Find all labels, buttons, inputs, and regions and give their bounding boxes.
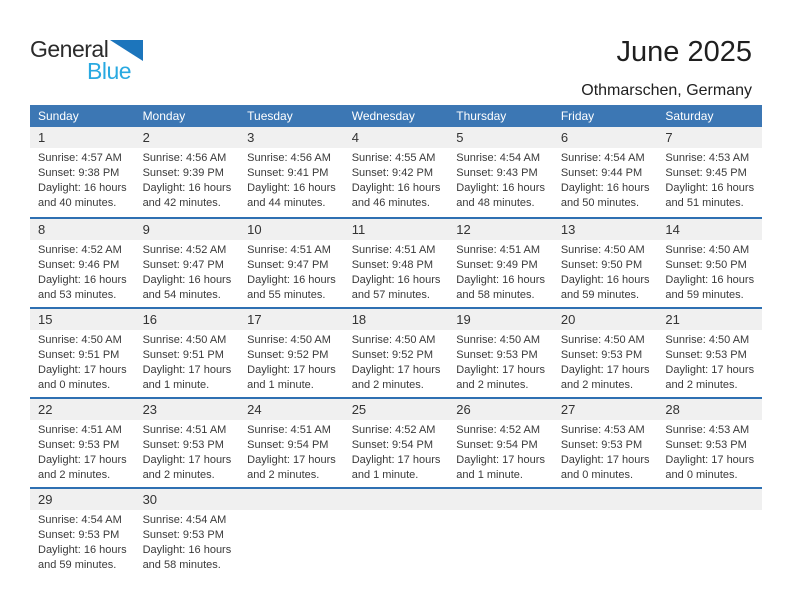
day-cell bbox=[448, 399, 553, 487]
day-cell bbox=[239, 309, 344, 397]
daylight-text-line2: and 59 minutes. bbox=[38, 559, 117, 571]
day-number bbox=[553, 489, 658, 510]
day-details bbox=[553, 148, 658, 211]
day-number: 4 bbox=[344, 127, 449, 148]
day-number: 26 bbox=[448, 399, 553, 420]
daylight-text-line1: Daylight: 16 hours bbox=[38, 182, 127, 194]
day-details bbox=[135, 330, 240, 393]
day-details bbox=[657, 330, 762, 393]
sunrise-text: Sunrise: 4:52 AM bbox=[351, 424, 436, 436]
day-details bbox=[344, 420, 449, 483]
daylight-text-line1: Daylight: 16 hours bbox=[351, 274, 441, 286]
sunset-text: Sunset: 9:53 PM bbox=[665, 439, 747, 451]
daylight-text-line1: Daylight: 17 hours bbox=[665, 454, 755, 466]
logo-text-general: General bbox=[30, 36, 109, 62]
daylight-text-line2: and 53 minutes. bbox=[38, 289, 117, 301]
daylight-text-line2: and 1 minute. bbox=[247, 379, 314, 391]
sunset-text: Sunset: 9:47 PM bbox=[142, 259, 224, 271]
daylight-text-line2: and 55 minutes. bbox=[247, 289, 326, 301]
day-cell bbox=[344, 219, 449, 307]
daylight-text-line2: and 44 minutes. bbox=[247, 197, 326, 209]
sunset-text: Sunset: 9:54 PM bbox=[247, 439, 329, 451]
day-number bbox=[657, 489, 762, 510]
day-cell bbox=[657, 219, 762, 307]
day-cell bbox=[30, 127, 135, 217]
day-cell bbox=[553, 309, 658, 397]
sunset-text: Sunset: 9:42 PM bbox=[351, 167, 434, 179]
day-number: 6 bbox=[553, 127, 658, 148]
day-details bbox=[239, 420, 344, 483]
sunrise-text: Sunrise: 4:53 AM bbox=[560, 424, 645, 436]
day-cell bbox=[239, 219, 344, 307]
sunrise-text: Sunrise: 4:50 AM bbox=[247, 334, 331, 346]
day-number: 20 bbox=[553, 309, 658, 330]
day-details bbox=[135, 240, 240, 303]
daylight-text-line2: and 0 minutes. bbox=[560, 469, 633, 481]
day-number: 27 bbox=[553, 399, 658, 420]
day-cell bbox=[239, 399, 344, 487]
sunrise-text: Sunrise: 4:52 AM bbox=[456, 424, 541, 436]
week-row bbox=[30, 397, 762, 487]
sunrise-text: Sunrise: 4:54 AM bbox=[142, 514, 227, 526]
day-number: 16 bbox=[135, 309, 240, 330]
day-cell bbox=[657, 309, 762, 397]
day-details bbox=[30, 148, 135, 211]
day-details bbox=[448, 148, 553, 211]
sunrise-text: Sunrise: 4:50 AM bbox=[560, 334, 645, 346]
daylight-text-line2: and 48 minutes. bbox=[456, 197, 535, 209]
daylight-text-line2: and 0 minutes. bbox=[38, 379, 111, 391]
day-cell bbox=[448, 127, 553, 217]
day-number: 23 bbox=[135, 399, 240, 420]
day-details bbox=[344, 240, 449, 303]
daylight-text-line2: and 1 minute. bbox=[142, 379, 210, 391]
day-cell bbox=[553, 399, 658, 487]
day-number: 5 bbox=[448, 127, 553, 148]
day-details bbox=[657, 148, 762, 211]
day-number: 12 bbox=[448, 219, 553, 240]
day-details bbox=[344, 330, 449, 393]
sunset-text: Sunset: 9:49 PM bbox=[456, 259, 538, 271]
sunrise-text: Sunrise: 4:56 AM bbox=[247, 152, 331, 164]
day-details bbox=[30, 240, 135, 303]
sunrise-text: Sunrise: 4:50 AM bbox=[351, 334, 436, 346]
sunrise-text: Sunrise: 4:53 AM bbox=[665, 152, 750, 164]
sunset-text: Sunset: 9:43 PM bbox=[456, 167, 538, 179]
sunset-text: Sunset: 9:52 PM bbox=[351, 349, 434, 361]
sunrise-text: Sunrise: 4:51 AM bbox=[247, 244, 331, 256]
daylight-text-line2: and 2 minutes. bbox=[665, 379, 738, 391]
week-row bbox=[30, 217, 762, 307]
day-number: 11 bbox=[344, 219, 449, 240]
daylight-text-line2: and 58 minutes. bbox=[456, 289, 535, 301]
daylight-text-line2: and 2 minutes. bbox=[351, 379, 424, 391]
daylight-text-line2: and 54 minutes. bbox=[142, 289, 221, 301]
daylight-text-line2: and 42 minutes. bbox=[142, 197, 221, 209]
sunrise-text: Sunrise: 4:54 AM bbox=[38, 514, 122, 526]
day-number: 18 bbox=[344, 309, 449, 330]
daylight-text-line2: and 51 minutes. bbox=[665, 197, 744, 209]
daylight-text-line2: and 2 minutes. bbox=[38, 469, 111, 481]
day-number: 30 bbox=[135, 489, 240, 510]
day-cell bbox=[448, 219, 553, 307]
day-cell bbox=[553, 219, 658, 307]
empty-day-cell bbox=[553, 489, 658, 577]
day-details bbox=[30, 510, 135, 573]
day-number: 28 bbox=[657, 399, 762, 420]
day-number: 19 bbox=[448, 309, 553, 330]
day-details bbox=[657, 240, 762, 303]
day-cell bbox=[135, 309, 240, 397]
sunset-text: Sunset: 9:53 PM bbox=[456, 349, 538, 361]
location-subtitle: Othmarschen, Germany bbox=[581, 82, 752, 99]
day-number: 13 bbox=[553, 219, 658, 240]
sunset-text: Sunset: 9:51 PM bbox=[38, 349, 120, 361]
weekday-header-cell: Friday bbox=[560, 109, 595, 123]
day-cell bbox=[344, 127, 449, 217]
day-cell bbox=[448, 309, 553, 397]
day-details bbox=[30, 420, 135, 483]
empty-day-cell bbox=[239, 489, 344, 577]
day-cell bbox=[239, 127, 344, 217]
day-details bbox=[657, 420, 762, 483]
week-row bbox=[30, 127, 762, 217]
sunset-text: Sunset: 9:38 PM bbox=[38, 167, 120, 179]
sunset-text: Sunset: 9:52 PM bbox=[247, 349, 329, 361]
day-details bbox=[553, 420, 658, 483]
daylight-text-line2: and 40 minutes. bbox=[38, 197, 117, 209]
day-cell bbox=[135, 399, 240, 487]
day-cell bbox=[30, 489, 135, 577]
daylight-text-line2: and 57 minutes. bbox=[351, 289, 430, 301]
day-number: 14 bbox=[657, 219, 762, 240]
sunrise-text: Sunrise: 4:50 AM bbox=[665, 244, 750, 256]
day-cell bbox=[344, 399, 449, 487]
day-cell bbox=[30, 219, 135, 307]
daylight-text-line1: Daylight: 17 hours bbox=[247, 454, 336, 466]
daylight-text-line2: and 59 minutes. bbox=[665, 289, 744, 301]
month-title: June 2025 bbox=[616, 36, 752, 68]
sunrise-text: Sunrise: 4:50 AM bbox=[142, 334, 227, 346]
sunrise-text: Sunrise: 4:50 AM bbox=[38, 334, 122, 346]
sunrise-text: Sunrise: 4:57 AM bbox=[38, 152, 122, 164]
day-number: 2 bbox=[135, 127, 240, 148]
sunrise-text: Sunrise: 4:51 AM bbox=[351, 244, 436, 256]
daylight-text-line2: and 2 minutes. bbox=[247, 469, 320, 481]
sunrise-text: Sunrise: 4:53 AM bbox=[665, 424, 750, 436]
day-details bbox=[553, 330, 658, 393]
sunrise-text: Sunrise: 4:54 AM bbox=[456, 152, 541, 164]
day-number: 10 bbox=[239, 219, 344, 240]
day-number: 9 bbox=[135, 219, 240, 240]
daylight-text-line1: Daylight: 17 hours bbox=[142, 454, 232, 466]
day-cell bbox=[344, 309, 449, 397]
daylight-text-line1: Daylight: 17 hours bbox=[665, 364, 755, 376]
day-number: 15 bbox=[30, 309, 135, 330]
daylight-text-line1: Daylight: 17 hours bbox=[38, 454, 127, 466]
calendar-body bbox=[30, 127, 762, 577]
sunset-text: Sunset: 9:53 PM bbox=[560, 439, 643, 451]
daylight-text-line2: and 2 minutes. bbox=[560, 379, 633, 391]
day-cell bbox=[553, 127, 658, 217]
day-details bbox=[135, 148, 240, 211]
daylight-text-line2: and 46 minutes. bbox=[351, 197, 430, 209]
sunset-text: Sunset: 9:44 PM bbox=[560, 167, 643, 179]
daylight-text-line2: and 59 minutes. bbox=[560, 289, 640, 301]
sunset-text: Sunset: 9:45 PM bbox=[665, 167, 747, 179]
weekday-header-cell: Tuesday bbox=[247, 109, 293, 123]
weekday-header-row bbox=[30, 105, 762, 127]
daylight-text-line1: Daylight: 17 hours bbox=[560, 454, 650, 466]
sunrise-text: Sunrise: 4:51 AM bbox=[247, 424, 331, 436]
daylight-text-line2: and 1 minute. bbox=[456, 469, 523, 481]
daylight-text-line1: Daylight: 16 hours bbox=[247, 274, 336, 286]
day-cell bbox=[135, 489, 240, 577]
sunrise-text: Sunrise: 4:50 AM bbox=[665, 334, 750, 346]
day-number: 29 bbox=[30, 489, 135, 510]
daylight-text-line1: Daylight: 16 hours bbox=[665, 182, 755, 194]
day-number bbox=[448, 489, 553, 510]
daylight-text-line1: Daylight: 17 hours bbox=[351, 364, 441, 376]
sunset-text: Sunset: 9:51 PM bbox=[142, 349, 224, 361]
sunset-text: Sunset: 9:53 PM bbox=[142, 439, 224, 451]
sunrise-text: Sunrise: 4:52 AM bbox=[38, 244, 122, 256]
day-cell bbox=[30, 309, 135, 397]
daylight-text-line1: Daylight: 16 hours bbox=[665, 274, 755, 286]
sunset-text: Sunset: 9:48 PM bbox=[351, 259, 434, 271]
sunset-text: Sunset: 9:53 PM bbox=[38, 529, 120, 541]
day-details bbox=[553, 240, 658, 303]
daylight-text-line1: Daylight: 16 hours bbox=[351, 182, 441, 194]
weekday-header-cell: Wednesday bbox=[351, 109, 415, 123]
sunset-text: Sunset: 9:50 PM bbox=[665, 259, 747, 271]
daylight-text-line1: Daylight: 16 hours bbox=[456, 274, 545, 286]
empty-day-cell bbox=[448, 489, 553, 577]
sunset-text: Sunset: 9:53 PM bbox=[665, 349, 747, 361]
day-number bbox=[344, 489, 449, 510]
day-cell bbox=[657, 127, 762, 217]
day-details bbox=[448, 240, 553, 303]
day-details bbox=[135, 510, 240, 573]
day-number: 3 bbox=[239, 127, 344, 148]
sunset-text: Sunset: 9:41 PM bbox=[247, 167, 329, 179]
sunrise-text: Sunrise: 4:51 AM bbox=[38, 424, 122, 436]
sunrise-text: Sunrise: 4:51 AM bbox=[456, 244, 541, 256]
daylight-text-line1: Daylight: 17 hours bbox=[456, 364, 545, 376]
title-block bbox=[581, 36, 752, 100]
day-details bbox=[239, 240, 344, 303]
day-cell bbox=[135, 127, 240, 217]
sunrise-text: Sunrise: 4:55 AM bbox=[351, 152, 436, 164]
sunset-text: Sunset: 9:39 PM bbox=[142, 167, 224, 179]
sunrise-text: Sunrise: 4:50 AM bbox=[456, 334, 541, 346]
week-row bbox=[30, 307, 762, 397]
sunset-text: Sunset: 9:53 PM bbox=[142, 529, 224, 541]
daylight-text-line2: and 1 minute. bbox=[351, 469, 419, 481]
day-number: 24 bbox=[239, 399, 344, 420]
sunrise-text: Sunrise: 4:52 AM bbox=[142, 244, 227, 256]
daylight-text-line1: Daylight: 17 hours bbox=[38, 364, 127, 376]
daylight-text-line1: Daylight: 16 hours bbox=[456, 182, 545, 194]
sunrise-text: Sunrise: 4:50 AM bbox=[560, 244, 645, 256]
sunset-text: Sunset: 9:54 PM bbox=[456, 439, 538, 451]
day-cell bbox=[657, 399, 762, 487]
day-details bbox=[344, 148, 449, 211]
day-details bbox=[239, 330, 344, 393]
day-number bbox=[239, 489, 344, 510]
sunset-text: Sunset: 9:54 PM bbox=[351, 439, 434, 451]
sunset-text: Sunset: 9:47 PM bbox=[247, 259, 329, 271]
sunset-text: Sunset: 9:53 PM bbox=[38, 439, 120, 451]
daylight-text-line2: and 0 minutes. bbox=[665, 469, 738, 481]
weekday-header-cell: Thursday bbox=[456, 109, 507, 123]
weekday-header-cell: Monday bbox=[142, 109, 186, 123]
daylight-text-line1: Daylight: 16 hours bbox=[142, 274, 232, 286]
logo-text-blue: Blue bbox=[87, 58, 132, 84]
day-cell bbox=[135, 219, 240, 307]
sunrise-text: Sunrise: 4:54 AM bbox=[560, 152, 645, 164]
sunset-text: Sunset: 9:53 PM bbox=[560, 349, 643, 361]
daylight-text-line1: Daylight: 16 hours bbox=[38, 544, 127, 556]
daylight-text-line2: and 50 minutes. bbox=[560, 197, 640, 209]
daylight-text-line1: Daylight: 17 hours bbox=[142, 364, 232, 376]
daylight-text-line2: and 58 minutes. bbox=[142, 559, 221, 571]
generalblue-logo bbox=[30, 38, 160, 82]
day-details bbox=[448, 330, 553, 393]
daylight-text-line1: Daylight: 17 hours bbox=[560, 364, 650, 376]
day-cell bbox=[30, 399, 135, 487]
daylight-text-line1: Daylight: 17 hours bbox=[456, 454, 545, 466]
daylight-text-line1: Daylight: 16 hours bbox=[38, 274, 127, 286]
week-row bbox=[30, 487, 762, 577]
daylight-text-line1: Daylight: 16 hours bbox=[247, 182, 336, 194]
daylight-text-line1: Daylight: 16 hours bbox=[560, 182, 650, 194]
empty-day-cell bbox=[657, 489, 762, 577]
day-number: 17 bbox=[239, 309, 344, 330]
day-number: 21 bbox=[657, 309, 762, 330]
daylight-text-line1: Daylight: 16 hours bbox=[560, 274, 650, 286]
daylight-text-line2: and 2 minutes. bbox=[456, 379, 529, 391]
sunset-text: Sunset: 9:46 PM bbox=[38, 259, 120, 271]
empty-day-cell bbox=[344, 489, 449, 577]
sunrise-text: Sunrise: 4:51 AM bbox=[142, 424, 227, 436]
calendar bbox=[30, 105, 762, 577]
sunrise-text: Sunrise: 4:56 AM bbox=[142, 152, 227, 164]
daylight-text-line1: Daylight: 16 hours bbox=[142, 182, 232, 194]
daylight-text-line2: and 2 minutes. bbox=[142, 469, 215, 481]
day-details bbox=[135, 420, 240, 483]
day-number: 8 bbox=[30, 219, 135, 240]
day-number: 25 bbox=[344, 399, 449, 420]
day-details bbox=[30, 330, 135, 393]
day-details bbox=[239, 148, 344, 211]
sunset-text: Sunset: 9:50 PM bbox=[560, 259, 643, 271]
day-number: 22 bbox=[30, 399, 135, 420]
daylight-text-line1: Daylight: 17 hours bbox=[351, 454, 441, 466]
weekday-header-cell: Saturday bbox=[665, 109, 714, 123]
day-details bbox=[448, 420, 553, 483]
daylight-text-line1: Daylight: 17 hours bbox=[247, 364, 336, 376]
weekday-header-cell: Sunday bbox=[38, 109, 79, 123]
day-number: 1 bbox=[30, 127, 135, 148]
day-number: 7 bbox=[657, 127, 762, 148]
daylight-text-line1: Daylight: 16 hours bbox=[142, 544, 232, 556]
